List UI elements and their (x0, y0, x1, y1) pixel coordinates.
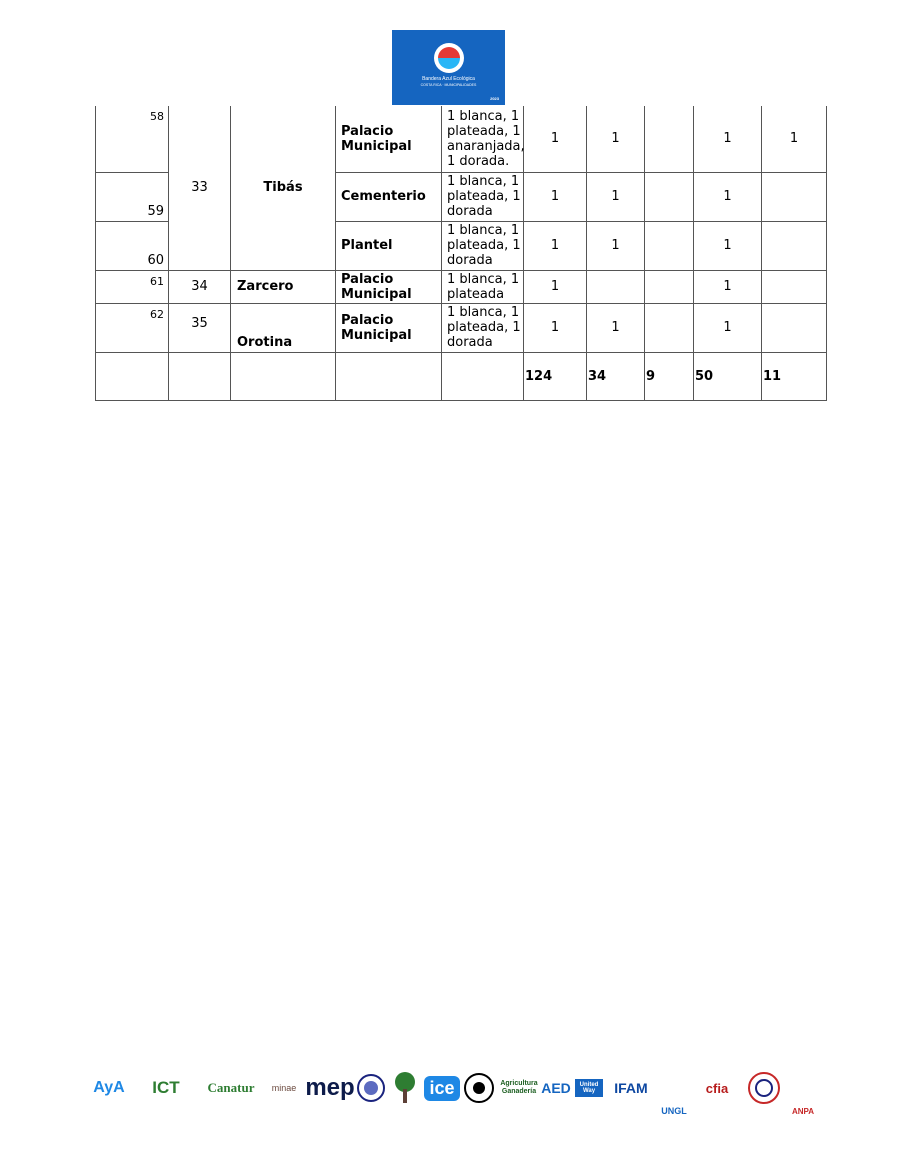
unitedway-logo-text: United Way (575, 1079, 603, 1097)
value-cell: 1 (524, 172, 587, 221)
table-row (96, 106, 827, 172)
value-cell: 1 (694, 270, 762, 303)
minae-logo (264, 1060, 304, 1116)
table-row (96, 303, 827, 352)
municipality-name: Zarcero (231, 270, 336, 303)
ifam-logo (605, 1060, 657, 1116)
episcopal-seal-icon (745, 1060, 783, 1116)
totals-row (96, 352, 827, 400)
logo-title: Bandera Azul Ecológica (422, 76, 475, 82)
row-index: 62 (96, 303, 169, 352)
value-cell: 1 (694, 172, 762, 221)
cfia-logo (691, 1060, 743, 1116)
site-name: Plantel (336, 221, 442, 270)
value-cell (645, 221, 694, 270)
total-cell: 9 (645, 352, 694, 400)
value-cell: 1 (694, 106, 762, 172)
site-name: Cementerio (336, 172, 442, 221)
empty-cell (169, 352, 231, 400)
site-name: Palacio Municipal (336, 303, 442, 352)
municipality-name: Orotina (231, 303, 336, 352)
ice-logo-text: ice (424, 1076, 459, 1101)
municipality-number: 35 (169, 303, 231, 352)
empty-cell (442, 352, 524, 400)
value-cell: 1 (694, 303, 762, 352)
ungl-logo-text: UNGL (661, 1106, 687, 1116)
aed-logo-text: AED (541, 1080, 571, 1096)
value-cell: 1 (587, 106, 645, 172)
mep-logo (306, 1060, 354, 1116)
bandera-azul-emblem-icon (434, 43, 464, 73)
anpa-logo (785, 1060, 821, 1120)
aed-logo (539, 1060, 573, 1116)
value-cell (645, 106, 694, 172)
value-cell: 1 (587, 303, 645, 352)
logo-subtitle: COSTA RICA · MUNICIPALIDADES (420, 83, 477, 87)
total-cell: 34 (587, 352, 645, 400)
empty-cell (96, 352, 169, 400)
ict-logo (136, 1060, 196, 1116)
value-cell: 1 (587, 172, 645, 221)
row-index: 59 (96, 172, 169, 221)
value-cell: 1 (587, 221, 645, 270)
ifam-logo-text: IFAM (614, 1080, 648, 1096)
seal-icon (354, 1060, 388, 1116)
value-cell (762, 270, 827, 303)
tree-icon (389, 1060, 421, 1116)
flags-description: 1 blanca, 1 plateada, 1 dorada (442, 303, 524, 352)
ice-logo (424, 1060, 460, 1116)
value-cell (645, 172, 694, 221)
flags-description: 1 blanca, 1 plateada (442, 270, 524, 303)
municipality-number: 34 (169, 270, 231, 303)
value-cell (762, 303, 827, 352)
value-cell: 1 (524, 221, 587, 270)
flags-description: 1 blanca, 1 plateada, 1 dorada (442, 172, 524, 221)
municipality-number: 33 (169, 106, 231, 270)
anpa-logo-text: ANPA (791, 1107, 815, 1116)
canatur-logo-text: Canatur (207, 1080, 255, 1095)
canatur-logo (202, 1060, 260, 1116)
empty-cell (336, 352, 442, 400)
mep-logo-text: mep (305, 1074, 355, 1101)
row-index: 58 (96, 106, 169, 172)
flags-description: 1 blanca, 1 plateada, 1 dorada (442, 221, 524, 270)
value-cell (587, 270, 645, 303)
unitedway-logo (575, 1060, 603, 1116)
mag-logo (499, 1060, 539, 1116)
bandera-azul-logo (392, 30, 505, 105)
logo-year: 2023 (490, 96, 499, 101)
value-cell (762, 172, 827, 221)
value-cell: 1 (694, 221, 762, 270)
ict-logo-text: ICT (152, 1078, 180, 1097)
municipal-flags-table (95, 106, 827, 401)
total-cell: 11 (762, 352, 827, 400)
total-cell: 124 (524, 352, 587, 400)
value-cell (645, 303, 694, 352)
aya-logo (86, 1060, 132, 1116)
mag-logo-text: Agricultura Ganadería (500, 1080, 538, 1095)
ccss-icon (462, 1060, 496, 1116)
site-name: Palacio Municipal (336, 270, 442, 303)
cfia-logo-text: cfia (705, 1080, 729, 1096)
site-name: Palacio Municipal (336, 106, 442, 172)
total-cell: 50 (694, 352, 762, 400)
value-cell: 1 (524, 270, 587, 303)
value-cell: 1 (524, 303, 587, 352)
flags-description: 1 blanca, 1 plateada, 1 anaranjada, 1 dorada. (442, 106, 524, 172)
sponsor-logos (86, 1060, 821, 1116)
value-cell: 1 (762, 106, 827, 172)
row-index: 60 (96, 221, 169, 270)
value-cell (762, 221, 827, 270)
ungl-logo (659, 1060, 689, 1120)
value-cell (645, 270, 694, 303)
row-index: 61 (96, 270, 169, 303)
municipality-name: Tibás (231, 106, 336, 270)
aya-logo-text: AyA (93, 1079, 125, 1096)
empty-cell (231, 352, 336, 400)
minae-logo-text: minae (271, 1083, 297, 1093)
table-row (96, 270, 827, 303)
value-cell: 1 (524, 106, 587, 172)
